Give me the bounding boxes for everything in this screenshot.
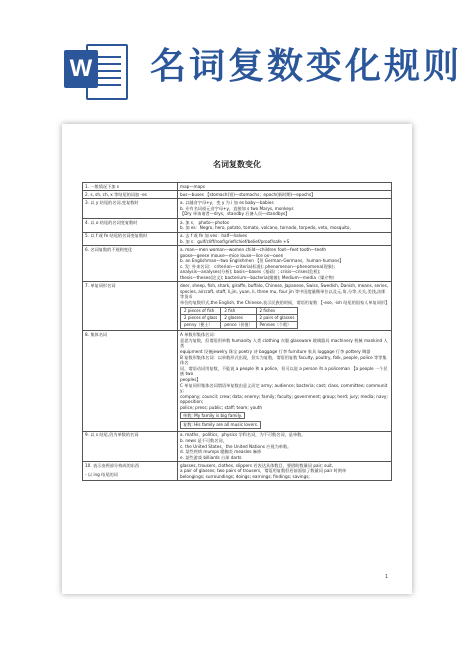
page-number: 1 xyxy=(384,574,388,580)
example-cell xyxy=(178,218,392,232)
example-cell xyxy=(178,431,392,462)
example-line: thesis—theses(论文); bacterium—bacteria(细菌); Medium—media（媒介物） xyxy=(180,275,337,281)
table-row xyxy=(83,218,392,232)
banner xyxy=(0,0,474,122)
example-line: a. 加 s， photo—photos xyxy=(180,219,229,225)
example-line: equipment 设备jewelry 珠宝 poetry 诗 baggage 行李 furniture 家具 luggage 行李 pottery 陶器 xyxy=(180,349,371,355)
example-line: B 复数形集体名词：以单数形式出现，但实为复数，谓语用复数 faculty, poultry, folk, people, police 等等集体名 xyxy=(180,354,387,366)
example-sentence-box: 复数: His family are all music lovers. xyxy=(180,421,261,429)
example-line: d. 某些疾病 mumps 腮腺炎 measles 麻疹 xyxy=(180,449,262,455)
example-line: b. an Englishman—two Englishmen 【但 German-Germans，human-humans】 xyxy=(180,258,344,264)
banner-title: 名词复数变化规则 xyxy=(150,45,463,87)
example-line: A 单数形集体名词： xyxy=(180,332,218,338)
rule-cell: 4. 以 o 结尾的名词变复数时 xyxy=(83,218,178,232)
table-row xyxy=(83,282,392,331)
example-line: species, aircraft, staff, li,jin, yuan, li, three mu, four jin 等中国度量衡单位以及元,角,分等,关关,美钱,法郎等货币 xyxy=(180,288,386,300)
table-row xyxy=(83,462,392,481)
example-line: c. the United States，the United Nations 应视为单数。 xyxy=(180,443,292,449)
rule-cell: 9. 以 s 结尾,仍为单数的名词 xyxy=(83,431,178,462)
document-page xyxy=(62,124,412,594)
table-row xyxy=(83,199,392,218)
example-sentence-box: 单数: My family is big family. xyxy=(180,412,245,420)
word-letter-tile: W xyxy=(64,50,98,88)
plural-pairs-table xyxy=(180,307,298,329)
pairs-cell: 2 glasses xyxy=(221,314,256,321)
rule-cell: 5. 以 f 或 fe 结尾的名词变复数时 xyxy=(83,232,178,246)
example-line: 【Dry 单该诸者—drys，standby 后备人员—standbys】 xyxy=(180,211,290,217)
example-cell xyxy=(178,246,392,282)
table-row xyxy=(83,431,392,462)
table-row xyxy=(83,232,392,246)
pairs-row xyxy=(181,314,298,321)
pairs-cell: 2 pairs of glasses xyxy=(256,314,298,321)
document-title: 名词复数变化 xyxy=(213,160,261,169)
rule-cell xyxy=(83,462,178,481)
table-row xyxy=(83,331,392,431)
example-line: glasses, trousers, clothes, slippers 若表达具体数目，要借助数量词 pair; suit, xyxy=(180,462,334,468)
rule-cell: 1. 一般情况下加 s xyxy=(83,183,178,191)
example-cell: bus—buses 【stomach(胃)—stomachs；epoch(新时期)—epochs】 xyxy=(178,191,392,199)
example-line: belongings; surroundings; doings; earnings; findings; savings; xyxy=(180,474,310,480)
pairs-cell: 2 fish xyxy=(221,307,256,314)
rules-table xyxy=(82,182,392,481)
word-document-icon xyxy=(64,40,126,100)
example-cell xyxy=(178,462,392,481)
example-line: 意思为复数，但谓语用单数 humanity 人类 clothing 衣服 glassware 玻璃器具 machinery 机械 mankind 人类 xyxy=(180,337,388,349)
example-line: c. 发: 外来名词： criterion—criteria(标准); phenomenon—phenomena(现象); xyxy=(180,263,335,269)
example-line: deer, sheep, fish, shark, giraffe, buffalo, Chinese, Japanese, Swiss, Swedish, Danish, means, series, xyxy=(180,283,389,289)
example-line: a. 以辅音字母+y，变 y 为 i 加 es baby—babies xyxy=(180,200,274,206)
example-line: e. 某些游戏 billiards 台球 darts xyxy=(180,454,242,460)
pairs-cell: 2 fishes xyxy=(256,307,298,314)
example-cell xyxy=(178,199,392,218)
pairs-cell: pence（价值） xyxy=(221,321,256,328)
table-row xyxy=(83,183,392,191)
example-line: C 单复同形集体名词谓语单复数由意义而定 army; audience; bacteria; cast; class, committee; community; xyxy=(180,382,388,394)
example-cell xyxy=(178,232,392,246)
pairs-cell: Pennies（个数） xyxy=(256,321,298,328)
example-line: 单位的复数形式,the English, the Chinese,表示民族的时候，谓语用复数 【-ese, -ish 结尾的国家人单复同形】 xyxy=(180,300,390,306)
pairs-row xyxy=(181,321,298,328)
pairs-cell: penny（便士） xyxy=(181,321,221,328)
example-line: goose—geese mouse—mice louse—lice ox—oxen xyxy=(180,252,284,258)
example-line: analysis—analyses(分析); basis—bases（基础）; crisis—crises(危机); xyxy=(180,269,321,275)
rule-cell: 2. s, sh, ch, x 等结尾的词加 -es xyxy=(83,191,178,199)
example-line: a pair of glasses; two pairs of trousers，谓语用复数但若前面加了数量词 pair 时则单 xyxy=(180,468,347,474)
table-row xyxy=(83,246,392,282)
example-line: company; council; crew; data; enemy; family; faculty; government; group; herd; jury; media; navy; opposition; xyxy=(180,393,388,405)
example-line: b. 加 es：Negro, hero, potato, tomato, volcano, tornado, torpedo, veto, mosquito, xyxy=(180,225,351,231)
rule-line: - 以 ing 结尾的词 xyxy=(85,472,118,478)
pairs-cell: 2 pieces of glass xyxy=(181,314,221,321)
example-line: b. 专有名词或元音字母+y，直接加 s two Marys, monkeys xyxy=(180,205,294,211)
example-line: b. news 是不可数名词， xyxy=(180,437,227,443)
example-cell xyxy=(178,331,392,431)
example-line: 词，谓语动词用复数，不能说 a people 和 a police，但可以说 a person 和 a policeman 【a people 一个民族 two xyxy=(180,365,388,377)
example-line: a. man—men woman—women child—children foot—feet tooth—teeth xyxy=(180,247,327,253)
pairs-cell: 2 pieces of fish xyxy=(181,307,221,314)
table-row xyxy=(83,191,392,199)
example-cell: map—maps xyxy=(178,183,392,191)
example-line: a. maths，politics，physics 学科名词，为不可数名词，是单数。 xyxy=(180,432,306,438)
rule-line: 10. 表示由两部分构成的东西 xyxy=(85,462,140,468)
pairs-row xyxy=(181,307,298,314)
rule-cell: 7. 单复同形名词 xyxy=(83,282,178,331)
example-cell xyxy=(178,282,392,331)
example-line: a. 去 f 或 fe 加 ves：half—halves xyxy=(180,233,248,239)
example-line: police; press; public; staff; team; youth xyxy=(180,404,263,410)
example-line: peoples】 xyxy=(180,376,201,382)
example-line: b. 加 s：gulf/cliff/roof/grief/chief/belief/proof/safe +S xyxy=(180,238,290,244)
rule-cell: 6. 名词复数的不规则变化 xyxy=(83,246,178,282)
rule-cell: 8. 集体名词 xyxy=(83,331,178,431)
rule-cell: 3. 以 y 结尾的名词,变复数时 xyxy=(83,199,178,218)
